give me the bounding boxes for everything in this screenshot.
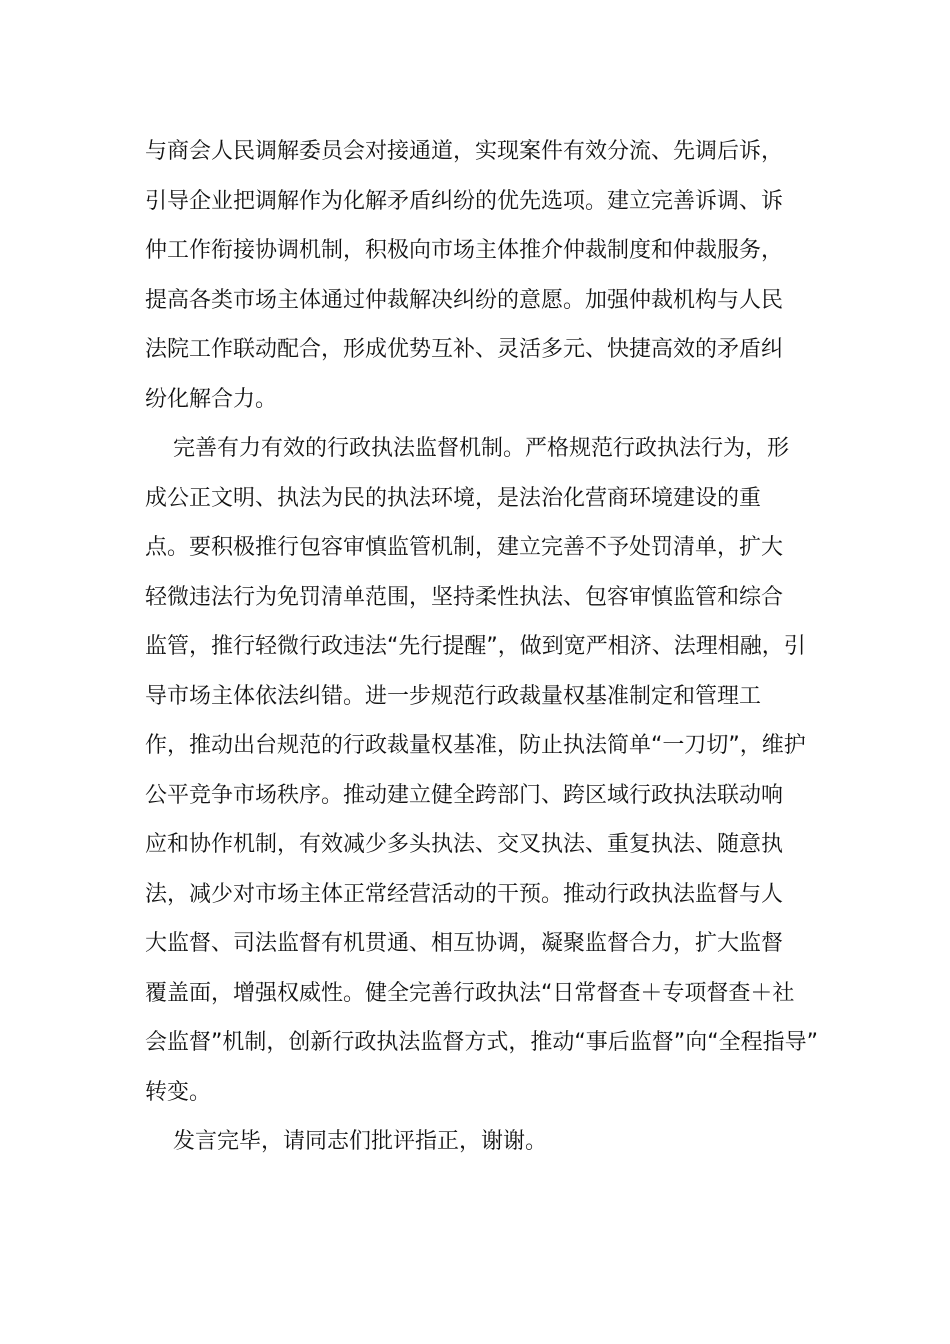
text-line: 完善有力有效的行政执法监督机制。严格规范行政执法行为，形 [173,436,790,461]
text-line: 监管，推行轻微行政违法“先行提醒”，做到宽严相济、法理相融，引 [145,634,806,659]
text-line: 轻微违法行为免罚清单范围，坚持柔性执法、包容审慎监管和综合 [145,584,784,610]
paragraph-mediation [145,127,815,424]
text-line: 引导企业把调解作为化解矛盾纠纷的优先选项。建立完善诉调、诉 [145,188,784,214]
text-line: 法，减少对市场主体正常经营活动的干预。推动行政执法监督与人 [145,881,784,907]
text-line: 转变。 [145,1079,212,1105]
text-line: 点。要积极推行包容审慎监管机制，建立完善不予处罚清单，扩大 [145,535,784,560]
text-line: 应和协作机制，有效减少多头执法、交叉执法、重复执法、随意执 [145,832,784,857]
text-line: 覆盖面，增强权威性。健全完善行政执法“日常督查＋专项督查＋社 [145,980,795,1006]
text-line: 提高各类市场主体通过仲裁解决纠纷的意愿。加强仲裁机构与人民 [145,287,784,313]
text-line: 作，推动出台规范的行政裁量权基准，防止执法简单“一刀切”，维护 [145,733,806,758]
text-line: 大监督、司法监督有机贯通、相互协调，凝聚监督合力，扩大监督 [145,931,784,956]
text-line: 导市场主体依法纠错。进一步规范行政裁量权基准制定和管理工 [145,683,762,709]
text-line: 公平竞争市场秩序。推动建立健全跨部门、跨区域行政执法联动响 [145,782,784,808]
text-line: 发言完毕，请同志们批评指正，谢谢。 [173,1129,548,1154]
body-text [145,127,818,1167]
text-line: 纷化解合力。 [145,386,278,412]
paragraph-closing [145,1117,815,1167]
text-line: 成公正文明、执法为民的执法环境，是法治化营商环境建设的重 [145,485,762,511]
text-line: 仲工作衔接协调机制，积极向市场主体推介仲裁制度和仲裁服务， [145,238,784,263]
paragraph-enforcement-supervision [145,424,818,1117]
text-line: 与商会人民调解委员会对接通道，实现案件有效分流、先调后诉， [145,139,784,164]
text-line: 法院工作联动配合，形成优势互补、灵活多元、快捷高效的矛盾纠 [145,337,784,362]
text-line: 会监督”机制，创新行政执法监督方式，推动“事后监督”向“全程指导” [145,1030,818,1055]
